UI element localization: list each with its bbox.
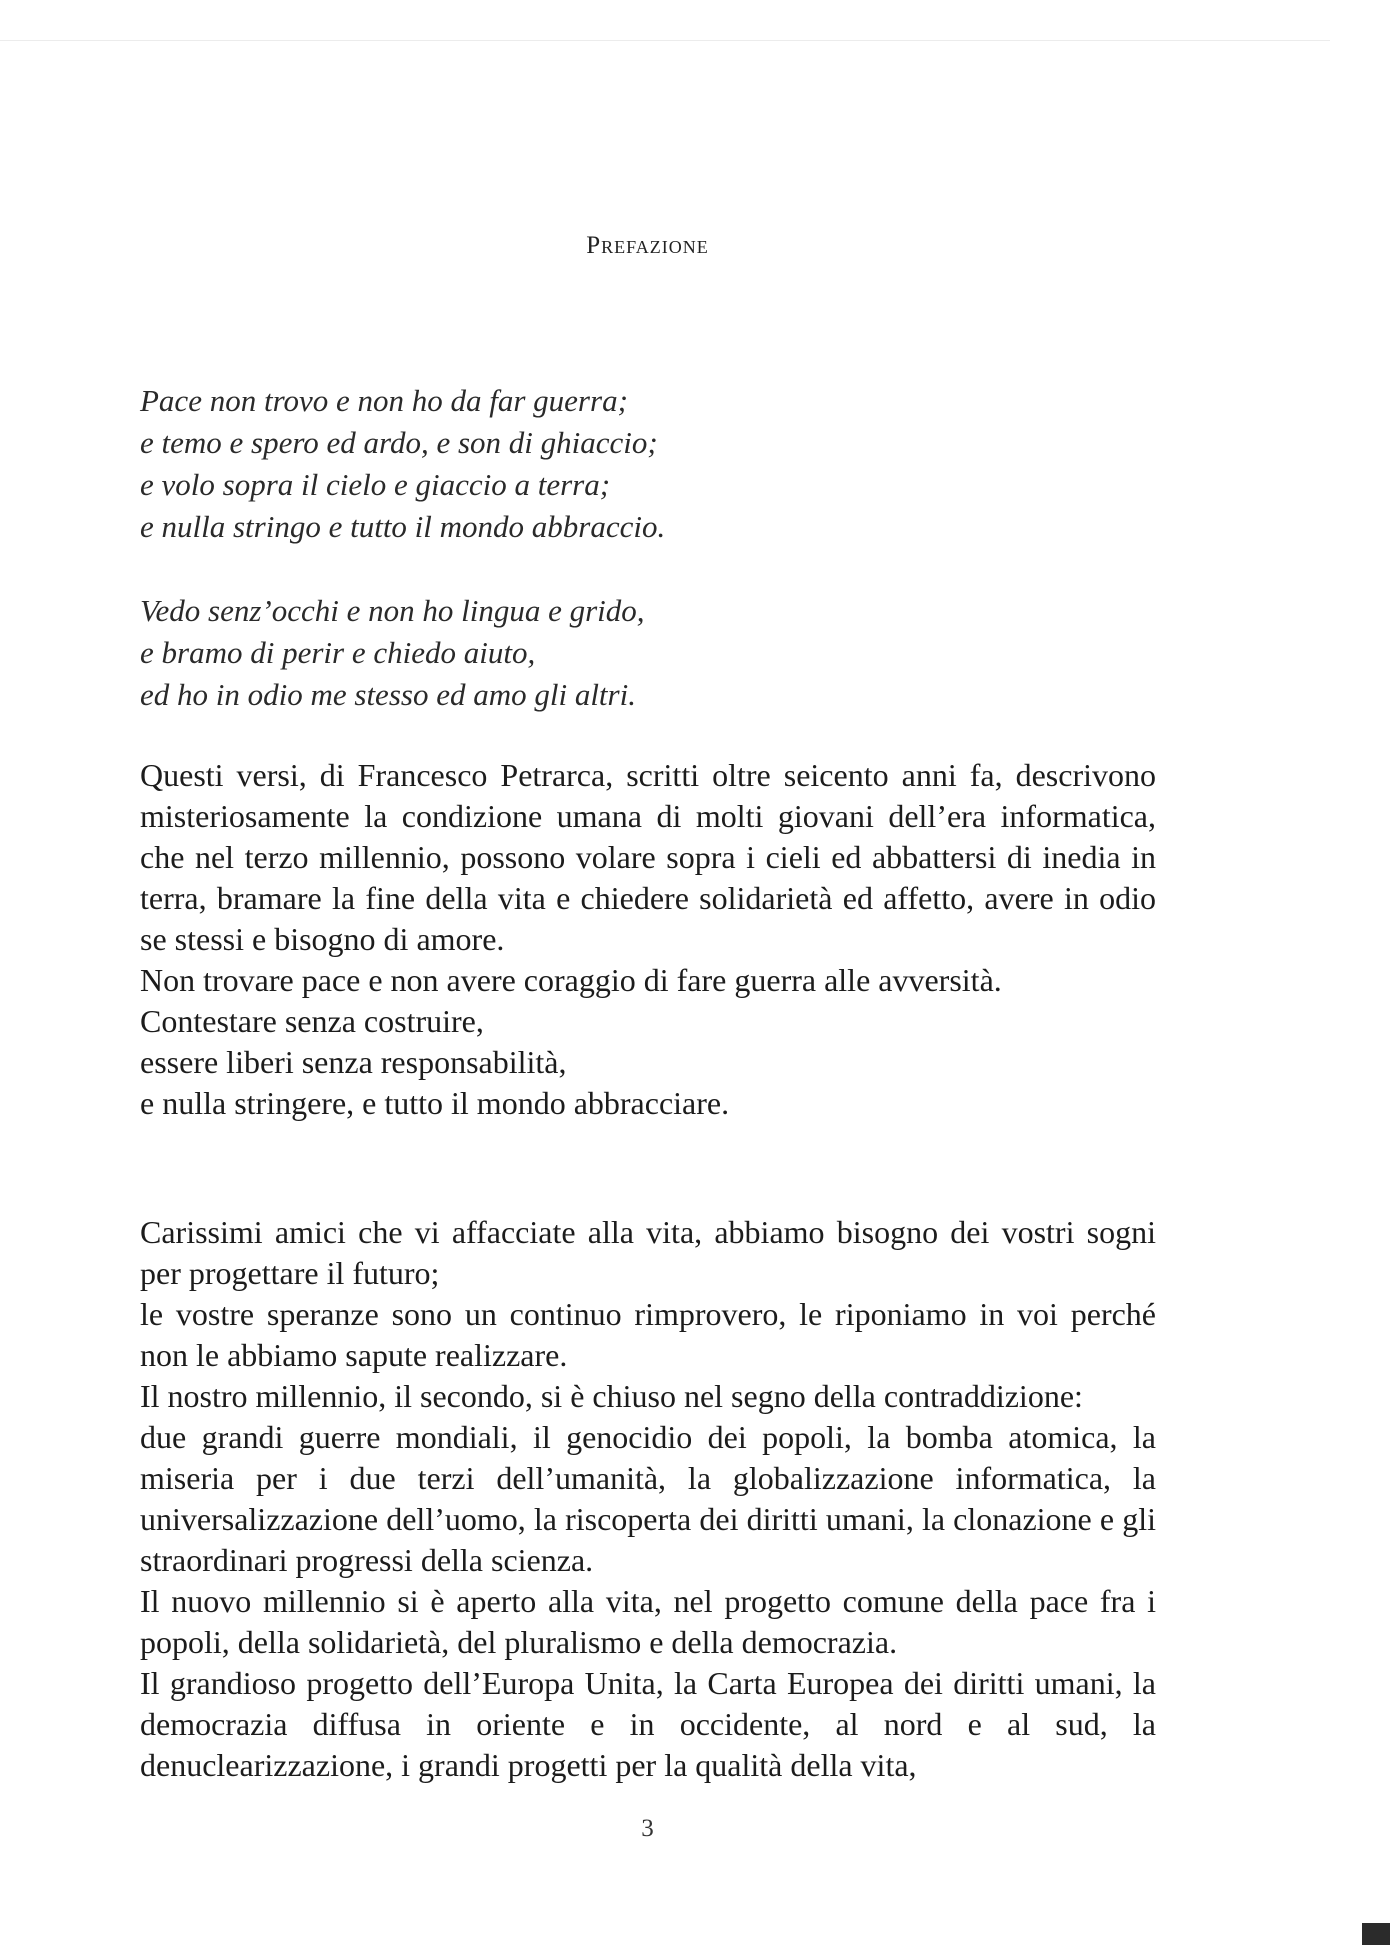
paragraph: Il nostro millennio, il secondo, si è chiuso nel segno della contraddizione: bbox=[140, 1378, 1083, 1414]
paragraph: le vostre speranze sono un continuo rimprovero, le riponiamo in voi perché non le abbiamo sapute realizzare. bbox=[140, 1296, 1156, 1373]
poem-line: e bramo di perir e chiedo aiuto, bbox=[140, 635, 536, 670]
paragraph-block-2 bbox=[140, 1212, 1156, 1786]
scan-edge-line bbox=[0, 40, 1330, 41]
poem-line: e nulla stringo e tutto il mondo abbraccio. bbox=[140, 509, 666, 544]
paragraph: due grandi guerre mondiali, il genocidio dei popoli, la bomba atomica, la miseria per i due terzi dell’umanità, la globalizzazione informatica, la universalizzazione dell’uomo, la riscoperta dei diritti umani, la clonazione e gli straordinari progressi della scienza. bbox=[140, 1419, 1156, 1578]
paragraph: Il grandioso progetto dell’Europa Unita, la Carta Europea dei diritti umani, la democrazia diffusa in oriente e in occidente, al nord e al sud, la denuclearizzazione, i grandi progetti per la qualità della vita, bbox=[140, 1665, 1156, 1783]
poem-line: e temo e spero ed ardo, e son di ghiaccio; bbox=[140, 425, 658, 460]
poem-line: e volo sopra il cielo e giaccio a terra; bbox=[140, 467, 611, 502]
paragraph: Carissimi amici che vi affacciate alla vita, abbiamo bisogno dei vostri sogni per progettare il futuro; bbox=[140, 1214, 1156, 1291]
paragraph: Questi versi, di Francesco Petrarca, scritti oltre seicento anni fa, descrivono misteriosamente la condizione umana di molti giovani dell’era informatica, che nel terzo millennio, possono volare sopra i cieli ed abbattersi di inedia in terra, bramare la fine della vita e chiedere solidarietà ed affetto, avere in odio se stessi e bisogno di amore. bbox=[140, 757, 1156, 957]
poem-stanza-1 bbox=[140, 380, 665, 548]
scan-corner-mark bbox=[1362, 1923, 1390, 1945]
paragraph: Non trovare pace e non avere coraggio di fare guerra alle avversità. bbox=[140, 962, 1002, 998]
paragraph-block-1 bbox=[140, 755, 1156, 1124]
paragraph: essere liberi senza responsabilità, bbox=[140, 1044, 567, 1080]
poem-line: Pace non trovo e non ho da far guerra; bbox=[140, 383, 628, 418]
page-number: 3 bbox=[641, 1815, 654, 1842]
paragraph: e nulla stringere, e tutto il mondo abbracciare. bbox=[140, 1085, 730, 1121]
poem-line: Vedo senz’occhi e non ho lingua e grido, bbox=[140, 593, 645, 628]
paragraph: Il nuovo millennio si è aperto alla vita, nel progetto comune della pace fra i popoli, della solidarietà, del pluralismo e della democrazia. bbox=[140, 1583, 1156, 1660]
poem-line: ed ho in odio me stesso ed amo gli altri. bbox=[140, 677, 636, 712]
chapter-title: Prefazione bbox=[586, 232, 709, 259]
poem-stanza-2 bbox=[140, 590, 645, 716]
paragraph: Contestare senza costruire, bbox=[140, 1003, 484, 1039]
